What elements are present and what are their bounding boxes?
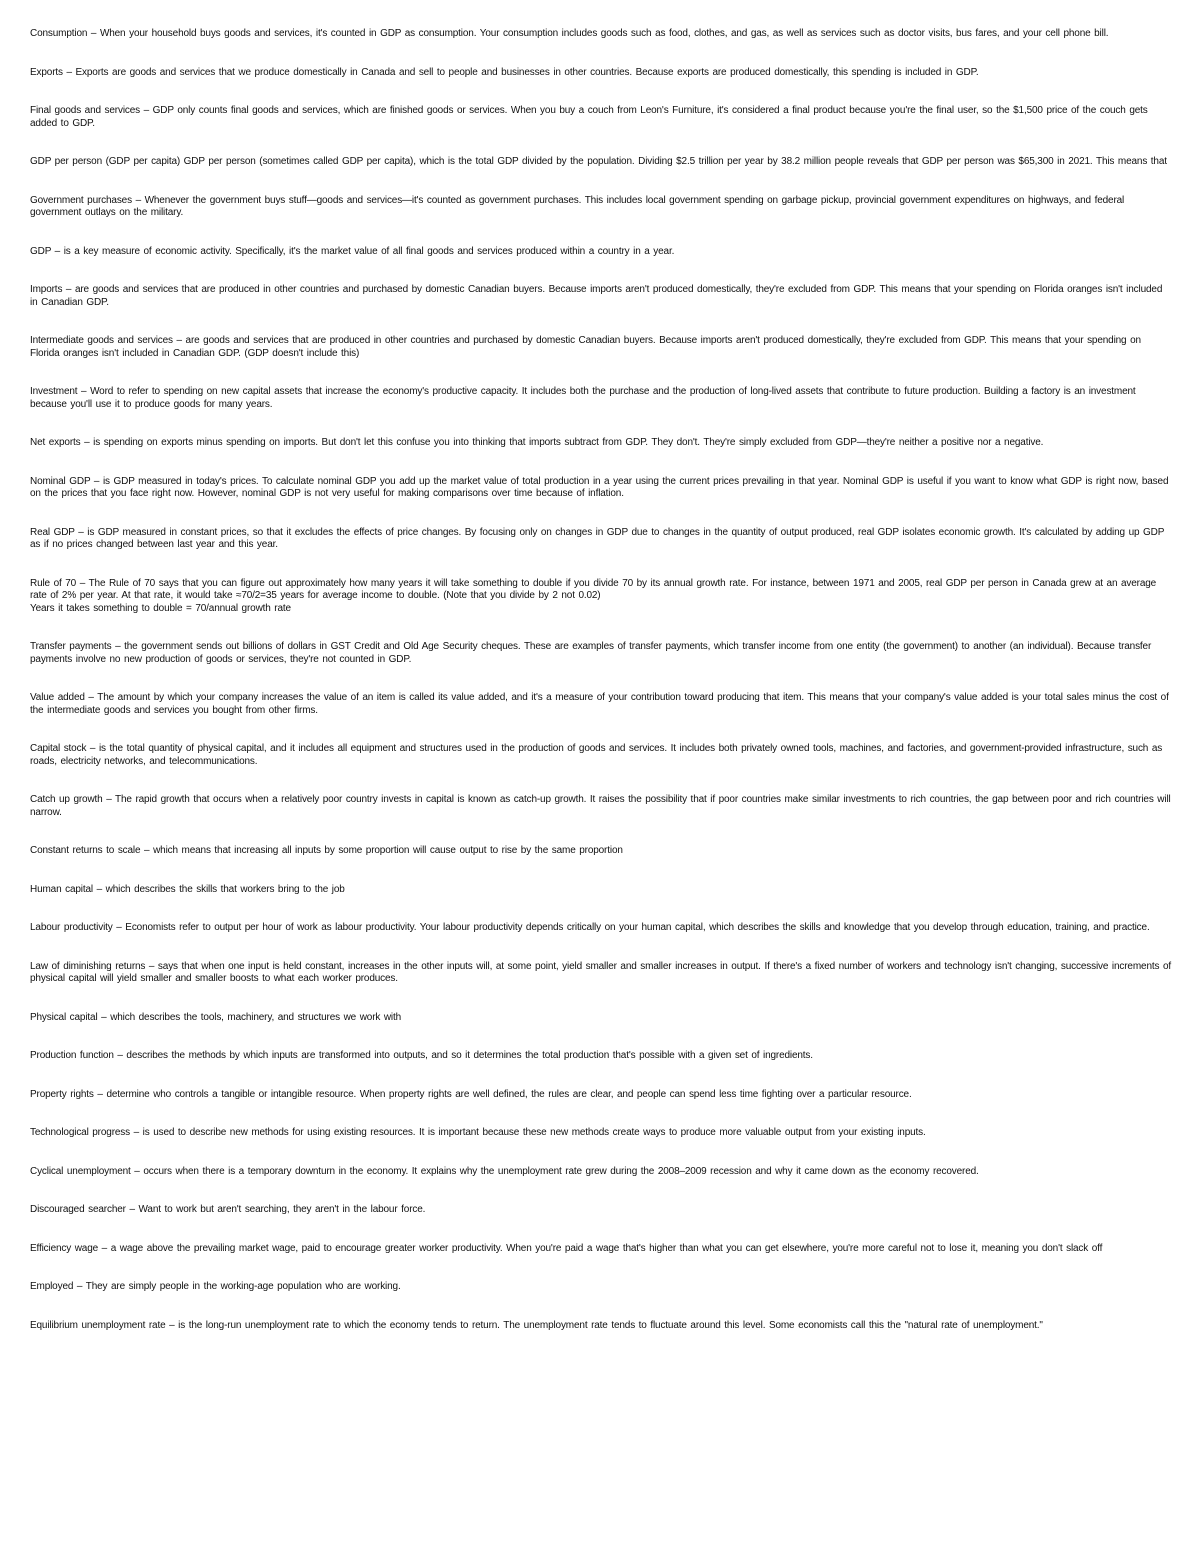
entry-catch-up-growth: Catch up growth – The rapid growth that occurs when a relatively poor country invests in capital is known as catch-up growth. It raises the possibility that if poor countries make similar investments to rich countries, the gap between poor and rich countries will narrow. [30,794,1171,818]
entry-labour-productivity: Labour productivity – Economists refer to output per hour of work as labour productivity. Your labour productivity depends critically on your human capital, which describes the skills and knowledge that you develop through education, training, and practice. [30,922,1150,933]
entry-constant-returns: Constant returns to scale – which means that increasing all inputs by some proportion will cause output to rise by the same proportion [30,845,623,856]
entry-consumption: Consumption – When your household buys goods and services, it's counted in GDP as consumption. Your consumption includes goods such as food, clothes, and gas, as well as services such as doctor visits, bus fares, and your cell phone bill. [30,28,1109,39]
entry-equilibrium-unemployment: Equilibrium unemployment rate – is the long-run unemployment rate to which the economy tends to return. The unemployment rate tends to fluctuate around this level. Some economists call this the "natural rate of unemployment." [30,1319,1043,1331]
entry-technological-progress: Technological progress – is used to describe new methods for using existing resources. It is important because these new methods create ways to produce more valuable output from your existing inputs. [30,1127,926,1138]
entry-diminishing-returns: Law of diminishing returns – says that when one input is held constant, increases in the other inputs will, at some point, yield smaller and smaller increases in output. If there's a fixed number of workers and technology isn't changing, successive increments of physical capital will yield smaller and smaller boosts to what each worker produces. [30,960,1171,984]
glossary-document [30,28,1172,1358]
entry-capital-stock: Capital stock – is the total quantity of physical capital, and it includes all equipment and structures used in the production of goods and services. It includes both privately owned tools, machines, and factories, and government-provided infrastructure, such as roads, electricity networks, and telecommunications. [30,743,1163,767]
entry-property-rights: Property rights – determine who controls a tangible or intangible resource. When property rights are well defined, the rules are clear, and people can spend less time fighting over a particular resource. [30,1088,912,1100]
entry-net-exports: Net exports – is spending on exports minus spending on imports. But don't let this confuse you into thinking that imports subtract from GDP. They don't. They're simply excluded from GDP—they're neither a positive nor a negative. [30,437,1044,448]
entry-efficiency-wage: Efficiency wage – a wage above the prevailing market wage, paid to encourage greater worker productivity. When you're paid a wage that's higher than what you can get elsewhere, you're more careful not to lose it, meaning you don't slack off [30,1242,1103,1254]
entry-investment: Investment – Word to refer to spending on new capital assets that increase the economy's productive capacity. It includes both the purchase and the production of long-lived assets that contribute to future production. Building a factory is an investment because you'll use it to produce goods for many years. [30,386,1136,410]
entry-intermediate-goods: Intermediate goods and services – are goods and services that are produced in other countries and purchased by domestic Canadian buyers. Because imports aren't produced domestically, they're excluded from GDP. This means that your spending on Florida oranges isn't included in Canadian GDP. (GDP doesn't include this) [30,335,1141,359]
entry-physical-capital: Physical capital – which describes the tools, machinery, and structures we work with [30,1011,402,1023]
entry-exports: Exports – Exports are goods and services that we produce domestically in Canada and sell to people and businesses in other countries. Because exports are produced domestically, this spending is included in GDP. [30,66,979,78]
entry-imports: Imports – are goods and services that are produced in other countries and purchased by domestic Canadian buyers. Because imports aren't produced domestically, they're excluded from GDP. This means that your spending on Florida oranges isn't included in Canadian GDP. [30,284,1163,308]
entry-transfer-payments: Transfer payments – the government sends out billions of dollars in GST Credit and Old Age Security cheques. These are examples of transfer payments, which transfer income from one entity (the government) to another (an individual). Because transfer payments involve no new production of goods or services, they're not counted in GDP. [30,641,1152,665]
entry-gdp-per-person: GDP per person (GDP per capita) GDP per person (sometimes called GDP per capita), which is the total GDP divided by the population. Dividing $2.5 trillion per year by 38.2 million people reveals that GDP per person was $65,300 in 2021. This means that [30,156,1167,167]
entry-human-capital: Human capital – which describes the skills that workers bring to the job [30,883,345,895]
entry-government-purchases: Government purchases – Whenever the government buys stuff—goods and services—it's counted as government purchases. This includes local government spending on garbage pickup, provincial government expenditures on highways, and federal government outlays on the military. [30,194,1125,218]
entry-nominal-gdp: Nominal GDP – is GDP measured in today's prices. To calculate nominal GDP you add up the market value of total production in a year using the current prices prevailing in that year. Nominal GDP is useful if you want to know what GDP is right now, based on the prices that you face right now. However, nominal GDP is not very useful for making comparisons over time because of inflation. [30,475,1169,499]
entry-discouraged-searcher: Discouraged searcher – Want to work but aren't searching, they aren't in the labour force. [30,1204,426,1215]
entry-final-goods: Final goods and services – GDP only counts final goods and services, which are finished goods or services. When you buy a couch from Leon's Furniture, it's considered a final product because you're the final user, so the $1,500 price of the couch gets added to GDP. [30,105,1148,129]
entry-value-added: Value added – The amount by which your company increases the value of an item is called its value added, and it's a measure of your contribution toward producing that item. This means that your company's value added is your total sales minus the cost of the intermediate goods and services you bought from other firms. [30,692,1169,716]
entry-production-function: Production function – describes the methods by which inputs are transformed into outputs, and so it determines the total production that's possible with a given set of ingredients. [30,1050,813,1061]
entry-rule-of-70: Rule of 70 – The Rule of 70 says that you can figure out approximately how many years it will take something to double if you divide 70 by its annual growth rate. For instance, between 1971 and 2005, real GDP per person in Canada grew at an average rate of 2% per year. At that rate, it would take ≈70/2=35 years for average income to double. (Note that you divide by 2 not 0.02) Years it takes something to double = 70/annual growth rate [30,577,1157,614]
entry-cyclical-unemployment: Cyclical unemployment – occurs when there is a temporary downturn in the economy. It explains why the unemployment rate grew during the 2008–2009 recession and why it came down as the economy recovered. [30,1165,979,1177]
entry-gdp: GDP – is a key measure of economic activity. Specifically, it's the market value of all final goods and services produced within a country in a year. [30,245,675,257]
entry-employed: Employed – They are simply people in the working-age population who are working. [30,1281,401,1292]
entry-real-gdp: Real GDP – is GDP measured in constant prices, so that it excludes the effects of price changes. By focusing only on changes in GDP due to changes in the quantity of output produced, real GDP isolates economic growth. It's calculated by adding up GDP as if no prices changed between last year and this year. [30,526,1165,550]
